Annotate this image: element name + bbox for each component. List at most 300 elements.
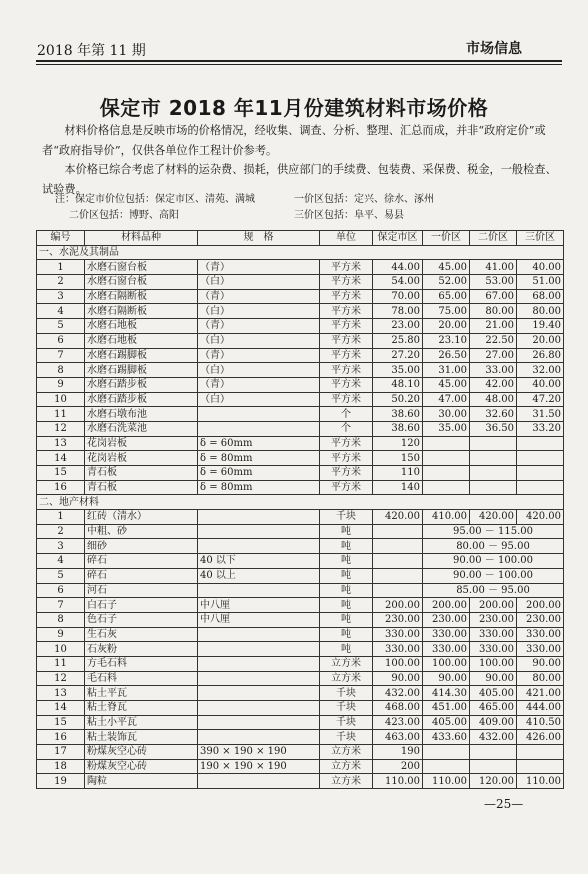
price-zone1 [423, 436, 470, 451]
price-zone2: 432.00 [470, 730, 517, 745]
material-unit: 平方米 [320, 480, 373, 495]
price-zone2: 27.00 [470, 348, 517, 363]
price-baoding: 100.00 [373, 656, 423, 671]
material-unit: 吨 [320, 554, 373, 569]
material-unit: 平方米 [320, 466, 373, 481]
price-baoding: 420.00 [373, 510, 423, 525]
table-row [37, 260, 564, 275]
material-unit: 吨 [320, 568, 373, 583]
row-number: 8 [37, 363, 85, 378]
table-row [37, 348, 564, 363]
table-row [37, 319, 564, 334]
price-zone1 [423, 480, 470, 495]
row-number: 6 [37, 333, 85, 348]
price-zone1 [423, 745, 470, 760]
price-baoding: 463.00 [373, 730, 423, 745]
price-baoding: 230.00 [373, 612, 423, 627]
intro-paragraph: 材料价格信息是反映市场的价格情况，经收集、调查、分析、整理、汇总而成，并非“政府定价”或者“政府指导价”，仅供各单位作工程计价参考。 [42, 124, 546, 157]
material-unit: 立方米 [320, 774, 373, 789]
price-zone1 [423, 759, 470, 774]
material-name: 粉煤灰空心砖 [85, 759, 198, 774]
row-number: 12 [37, 671, 85, 686]
material-spec [198, 730, 320, 745]
table-row [37, 377, 564, 392]
price-zone3: 31.50 [517, 407, 564, 422]
price-zone1: 31.00 [423, 363, 470, 378]
price-baoding: 38.60 [373, 407, 423, 422]
price-zone3: 426.00 [517, 730, 564, 745]
col-header-zone3: 三价区 [517, 231, 564, 246]
section-title: 一、水泥及其制品 [37, 245, 564, 260]
material-name: 河石 [85, 583, 198, 598]
material-spec: δ = 60mm [198, 466, 320, 481]
material-unit: 千块 [320, 730, 373, 745]
material-spec: 190 × 190 × 190 [198, 759, 320, 774]
price-zone1: 330.00 [423, 627, 470, 642]
note-baoding: 注：保定市价位包括：保定市区、清苑、满城 [55, 194, 255, 205]
price-baoding [373, 524, 423, 539]
material-name: 水磨石隔断板 [85, 304, 198, 319]
material-name: 红砖（清水） [85, 510, 198, 525]
price-zone3: 40.00 [517, 377, 564, 392]
material-spec [198, 656, 320, 671]
table-row [37, 656, 564, 671]
row-number: 16 [37, 480, 85, 495]
material-spec [198, 774, 320, 789]
material-unit: 个 [320, 407, 373, 422]
row-number: 3 [37, 539, 85, 554]
price-zone3 [517, 466, 564, 481]
price-zone2: 420.00 [470, 510, 517, 525]
material-name: 水磨石洗菜池 [85, 421, 198, 436]
material-unit: 吨 [320, 642, 373, 657]
material-name: 水磨石窗台板 [85, 275, 198, 290]
material-unit: 平方米 [320, 348, 373, 363]
price-baoding [373, 554, 423, 569]
price-baoding: 38.60 [373, 421, 423, 436]
price-baoding: 110 [373, 466, 423, 481]
row-number: 16 [37, 730, 85, 745]
material-spec: δ = 60mm [198, 436, 320, 451]
price-baoding: 190 [373, 745, 423, 760]
material-name: 花岗岩板 [85, 451, 198, 466]
price-zone2: 32.60 [470, 407, 517, 422]
table-row [37, 759, 564, 774]
row-number: 13 [37, 436, 85, 451]
table-row [37, 421, 564, 436]
row-number: 5 [37, 568, 85, 583]
row-number: 17 [37, 745, 85, 760]
material-unit: 吨 [320, 598, 373, 613]
price-zone1: 45.00 [423, 377, 470, 392]
material-unit: 千块 [320, 686, 373, 701]
price-zone2 [470, 451, 517, 466]
price-range: 90.00 － 100.00 [423, 568, 564, 583]
price-zone3: 68.00 [517, 289, 564, 304]
material-spec [198, 524, 320, 539]
material-name: 水磨石踏步板 [85, 377, 198, 392]
price-zone3: 26.80 [517, 348, 564, 363]
price-zone3: 47.20 [517, 392, 564, 407]
row-number: 11 [37, 656, 85, 671]
material-name: 碎石 [85, 568, 198, 583]
material-unit: 千块 [320, 701, 373, 716]
material-name: 花岗岩板 [85, 436, 198, 451]
section-label: 市场信息 [466, 41, 522, 57]
table-row [37, 524, 564, 539]
material-spec [198, 686, 320, 701]
material-unit: 平方米 [320, 319, 373, 334]
material-spec [198, 642, 320, 657]
material-unit: 立方米 [320, 671, 373, 686]
row-number: 2 [37, 524, 85, 539]
price-zone3: 420.00 [517, 510, 564, 525]
table-row [37, 745, 564, 760]
price-zone3: 90.00 [517, 656, 564, 671]
material-name: 碎石 [85, 554, 198, 569]
price-zone3: 110.00 [517, 774, 564, 789]
price-baoding: 120 [373, 436, 423, 451]
row-number: 5 [37, 319, 85, 334]
price-zone1 [423, 451, 470, 466]
price-zone2: 41.00 [470, 260, 517, 275]
price-baoding: 432.00 [373, 686, 423, 701]
material-spec [198, 583, 320, 598]
price-zone2: 230.00 [470, 612, 517, 627]
row-number: 8 [37, 612, 85, 627]
table-row [37, 583, 564, 598]
table-body [37, 245, 564, 788]
price-zone2: 120.00 [470, 774, 517, 789]
price-zone3 [517, 436, 564, 451]
note-zone3: 三价区包括：阜平、易县 [294, 210, 404, 221]
intro-paragraph: 本价格已综合考虑了材料的运杂费、损耗，供应部门的手续费、包装费、采保费、税金，一般检查、试验费。 [42, 163, 557, 196]
material-name: 毛石料 [85, 671, 198, 686]
row-number: 14 [37, 701, 85, 716]
col-header-zone2: 二价区 [470, 231, 517, 246]
material-name: 水磨石窗台板 [85, 260, 198, 275]
price-zone3: 421.00 [517, 686, 564, 701]
table-row [37, 730, 564, 745]
price-zone3: 33.20 [517, 421, 564, 436]
price-zone1 [423, 466, 470, 481]
price-baoding: 330.00 [373, 642, 423, 657]
price-zone1: 451.00 [423, 701, 470, 716]
material-name: 细砂 [85, 539, 198, 554]
material-spec: （青） [198, 260, 320, 275]
price-baoding: 200 [373, 759, 423, 774]
material-unit: 吨 [320, 524, 373, 539]
col-header-unit: 单位 [320, 231, 373, 246]
price-zone2: 53.00 [470, 275, 517, 290]
row-number: 14 [37, 451, 85, 466]
material-name: 中粗、砂 [85, 524, 198, 539]
table-row [37, 333, 564, 348]
price-baoding: 110.00 [373, 774, 423, 789]
row-number: 18 [37, 759, 85, 774]
price-baoding: 54.00 [373, 275, 423, 290]
table-row [37, 701, 564, 716]
row-number: 6 [37, 583, 85, 598]
price-zone1: 26.50 [423, 348, 470, 363]
material-spec [198, 701, 320, 716]
price-baoding: 23.00 [373, 319, 423, 334]
issue-label: 2018 年第 11 期 [37, 43, 146, 59]
material-unit: 平方米 [320, 363, 373, 378]
price-zone3: 330.00 [517, 642, 564, 657]
price-zone1: 75.00 [423, 304, 470, 319]
price-zone1: 433.60 [423, 730, 470, 745]
price-baoding: 25.80 [373, 333, 423, 348]
material-spec: （白） [198, 304, 320, 319]
price-zone2: 33.00 [470, 363, 517, 378]
col-header-name: 材料品种 [85, 231, 198, 246]
material-name: 石灰粉 [85, 642, 198, 657]
material-spec: 40 以下 [198, 554, 320, 569]
price-zone2: 42.00 [470, 377, 517, 392]
table-row [37, 275, 564, 290]
price-zone1: 45.00 [423, 260, 470, 275]
material-unit: 吨 [320, 539, 373, 554]
material-name: 生石灰 [85, 627, 198, 642]
material-spec: 40 以上 [198, 568, 320, 583]
row-number: 10 [37, 642, 85, 657]
material-name: 白石子 [85, 598, 198, 613]
price-zone2: 100.00 [470, 656, 517, 671]
price-baoding: 90.00 [373, 671, 423, 686]
material-name: 粉煤灰空心砖 [85, 745, 198, 760]
price-zone2 [470, 745, 517, 760]
material-unit: 千块 [320, 510, 373, 525]
material-spec: （青） [198, 319, 320, 334]
material-spec [198, 715, 320, 730]
row-number: 1 [37, 510, 85, 525]
material-unit: 立方米 [320, 745, 373, 760]
material-spec [198, 510, 320, 525]
table-row [37, 554, 564, 569]
material-spec [198, 671, 320, 686]
row-number: 10 [37, 392, 85, 407]
price-zone2: 22.50 [470, 333, 517, 348]
price-zone1: 410.00 [423, 510, 470, 525]
material-name: 水磨石踢脚板 [85, 363, 198, 378]
material-spec [198, 627, 320, 642]
price-baoding: 468.00 [373, 701, 423, 716]
table-row [37, 642, 564, 657]
material-unit: 平方米 [320, 260, 373, 275]
price-zone1: 100.00 [423, 656, 470, 671]
price-zone2: 36.50 [470, 421, 517, 436]
price-baoding: 48.10 [373, 377, 423, 392]
price-zone3: 200.00 [517, 598, 564, 613]
table-row [37, 289, 564, 304]
col-header-no: 编号 [37, 231, 85, 246]
table-row [37, 539, 564, 554]
price-baoding: 140 [373, 480, 423, 495]
price-baoding: 70.00 [373, 289, 423, 304]
price-zone2: 330.00 [470, 642, 517, 657]
row-number: 2 [37, 275, 85, 290]
material-spec: （白） [198, 333, 320, 348]
table-row [37, 510, 564, 525]
note-zone2: 二价区包括：博野、高阳 [69, 210, 179, 221]
col-header-spec: 规 格 [198, 231, 320, 246]
price-baoding [373, 583, 423, 598]
price-zone3: 330.00 [517, 627, 564, 642]
header-rule-thin [36, 64, 562, 65]
table-row [37, 671, 564, 686]
table-row [37, 715, 564, 730]
price-baoding: 150 [373, 451, 423, 466]
price-zone2 [470, 466, 517, 481]
material-name: 色石子 [85, 612, 198, 627]
material-unit: 吨 [320, 627, 373, 642]
price-zone3: 80.00 [517, 671, 564, 686]
price-zone1: 23.10 [423, 333, 470, 348]
material-spec [198, 539, 320, 554]
material-unit: 平方米 [320, 275, 373, 290]
table-row [37, 466, 564, 481]
material-spec: （白） [198, 392, 320, 407]
material-spec: （青） [198, 377, 320, 392]
intro-text [42, 121, 564, 199]
price-zone2: 21.00 [470, 319, 517, 334]
material-unit: 平方米 [320, 333, 373, 348]
table-row [37, 480, 564, 495]
price-zone3: 410.50 [517, 715, 564, 730]
row-number: 3 [37, 289, 85, 304]
price-zone3: 32.00 [517, 363, 564, 378]
material-unit: 平方米 [320, 377, 373, 392]
row-number: 19 [37, 774, 85, 789]
price-zone3: 20.00 [517, 333, 564, 348]
material-name: 粘土装饰瓦 [85, 730, 198, 745]
material-spec: δ = 80mm [198, 451, 320, 466]
price-zone2 [470, 436, 517, 451]
material-spec [198, 407, 320, 422]
price-zone2: 409.00 [470, 715, 517, 730]
row-number: 1 [37, 260, 85, 275]
material-unit: 立方米 [320, 759, 373, 774]
price-range: 80.00 － 95.00 [423, 539, 564, 554]
price-zone2 [470, 759, 517, 774]
price-zone3 [517, 480, 564, 495]
col-header-zone1: 一价区 [423, 231, 470, 246]
material-name: 粘土脊瓦 [85, 701, 198, 716]
material-name: 青石板 [85, 480, 198, 495]
material-name: 粘土小平瓦 [85, 715, 198, 730]
material-unit: 平方米 [320, 451, 373, 466]
price-zone2: 405.00 [470, 686, 517, 701]
note-zone1: 一价区包括：定兴、徐水、涿州 [294, 194, 434, 205]
header-rule [36, 60, 562, 62]
material-name: 水磨石隔断板 [85, 289, 198, 304]
section-row [37, 495, 564, 510]
material-unit: 个 [320, 421, 373, 436]
price-zone1: 405.00 [423, 715, 470, 730]
price-zone1: 414.30 [423, 686, 470, 701]
row-number: 4 [37, 554, 85, 569]
price-zone1: 52.00 [423, 275, 470, 290]
price-zone3: 40.00 [517, 260, 564, 275]
section-title: 二、地产材料 [37, 495, 564, 510]
price-baoding: 27.20 [373, 348, 423, 363]
table-row [37, 627, 564, 642]
page-title: 保定市 2018 年11月份建筑材料市场价格 [99, 96, 489, 120]
price-zone3 [517, 451, 564, 466]
table-row [37, 568, 564, 583]
price-zone3: 444.00 [517, 701, 564, 716]
price-zone1: 65.00 [423, 289, 470, 304]
table-row [37, 304, 564, 319]
row-number: 13 [37, 686, 85, 701]
price-range: 90.00 － 100.00 [423, 554, 564, 569]
material-name: 青石板 [85, 466, 198, 481]
material-name: 方毛石料 [85, 656, 198, 671]
material-name: 粘土平瓦 [85, 686, 198, 701]
price-zone2: 200.00 [470, 598, 517, 613]
row-number: 4 [37, 304, 85, 319]
table-row [37, 407, 564, 422]
section-row [37, 245, 564, 260]
table-row [37, 774, 564, 789]
row-number: 9 [37, 627, 85, 642]
price-zone3: 51.00 [517, 275, 564, 290]
price-baoding: 44.00 [373, 260, 423, 275]
material-spec: δ = 80mm [198, 480, 320, 495]
price-baoding: 35.00 [373, 363, 423, 378]
price-table [36, 230, 564, 789]
price-baoding: 330.00 [373, 627, 423, 642]
table-row [37, 392, 564, 407]
row-number: 7 [37, 348, 85, 363]
price-zone1: 35.00 [423, 421, 470, 436]
table-row [37, 598, 564, 613]
material-spec: （青） [198, 348, 320, 363]
price-baoding: 423.00 [373, 715, 423, 730]
price-zone1: 90.00 [423, 671, 470, 686]
price-zone3 [517, 759, 564, 774]
price-zone1: 200.00 [423, 598, 470, 613]
material-unit: 吨 [320, 583, 373, 598]
price-zone2 [470, 480, 517, 495]
material-unit: 吨 [320, 612, 373, 627]
price-zone3: 80.00 [517, 304, 564, 319]
material-spec: 中八厘 [198, 612, 320, 627]
material-spec: （青） [198, 289, 320, 304]
row-number: 11 [37, 407, 85, 422]
material-name: 水磨石踏步板 [85, 392, 198, 407]
material-unit: 平方米 [320, 289, 373, 304]
price-zone1: 110.00 [423, 774, 470, 789]
price-zone2: 48.00 [470, 392, 517, 407]
table-row [37, 612, 564, 627]
material-unit: 平方米 [320, 304, 373, 319]
table-row [37, 363, 564, 378]
material-name: 水磨石地板 [85, 333, 198, 348]
row-number: 12 [37, 421, 85, 436]
material-unit: 立方米 [320, 656, 373, 671]
price-baoding: 78.00 [373, 304, 423, 319]
material-name: 水磨石踢脚板 [85, 348, 198, 363]
price-baoding: 200.00 [373, 598, 423, 613]
price-zone2: 90.00 [470, 671, 517, 686]
price-zone1: 30.00 [423, 407, 470, 422]
material-name: 陶粒 [85, 774, 198, 789]
material-spec: （白） [198, 363, 320, 378]
price-zone1: 230.00 [423, 612, 470, 627]
material-spec: 中八厘 [198, 598, 320, 613]
